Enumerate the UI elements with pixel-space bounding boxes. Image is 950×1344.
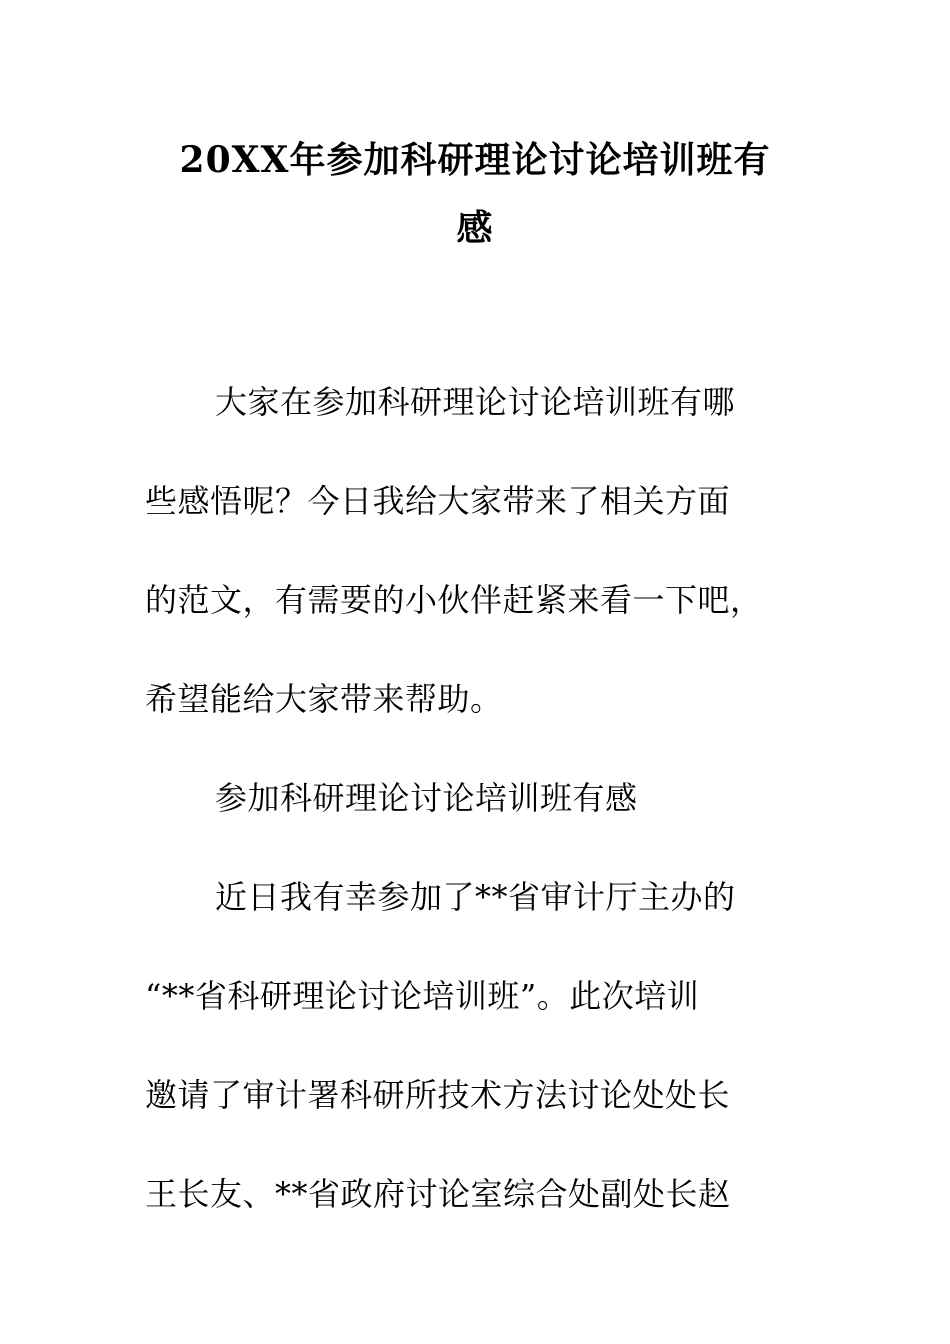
document-title-line-1: 20XX年参加科研理论讨论培训班有 xyxy=(179,139,771,181)
paragraph-1-line-4: 希望能给大家带来帮助。 xyxy=(145,680,503,718)
paragraph-1-line-2: 些感悟呢？今日我给大家带来了相关方面 xyxy=(145,482,731,520)
paragraph-2-line-2: “**省科研理论讨论培训班”。此次培训 xyxy=(145,977,700,1015)
paragraph-2-line-3: 邀请了审计署科研所技术方法讨论处处长 xyxy=(145,1076,731,1114)
document-title-line-2: 感 xyxy=(456,207,494,249)
section-heading: 参加科研理论讨论培训班有感 xyxy=(215,779,638,817)
paragraph-1-line-1: 大家在参加科研理论讨论培训班有哪 xyxy=(215,383,736,421)
paragraph-1-line-3: 的范文，有需要的小伙伴赶紧来看一下吧， xyxy=(145,581,763,619)
paragraph-2-line-1: 近日我有幸参加了**省审计厅主办的 xyxy=(215,878,736,916)
paragraph-2-line-4: 王长友、**省政府讨论室综合处副处长赵 xyxy=(145,1175,731,1213)
